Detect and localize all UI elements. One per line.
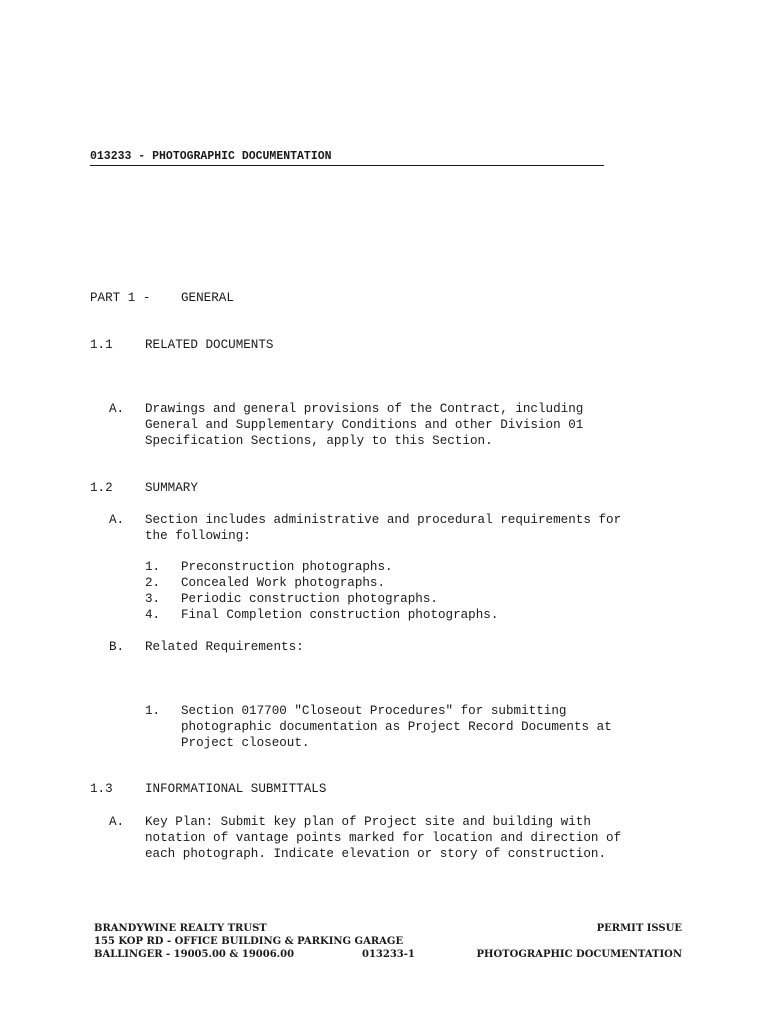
list-item: Concealed Work photographs. — [181, 576, 386, 590]
list-item-number: 1. — [145, 560, 161, 574]
article-number-1-2: 1.2 — [90, 481, 113, 495]
paragraph-line: Related Requirements: — [145, 640, 304, 654]
paragraph-line: Key Plan: Submit key plan of Project site and building with — [145, 815, 591, 829]
footer-issue: PERMIT ISSUE — [596, 923, 682, 934]
article-title-informational-submittals: INFORMATIONAL SUBMITTALS — [145, 782, 327, 796]
part-label: PART 1 - — [90, 291, 151, 305]
list-item-number: 2. — [145, 576, 161, 590]
article-title-related-documents: RELATED DOCUMENTS — [145, 338, 274, 352]
list-item: Final Completion construction photographs. — [181, 608, 499, 622]
paragraph-letter: B. — [109, 640, 125, 654]
paragraph-line: notation of vantage points marked for location and direction of — [145, 831, 622, 845]
article-number-1-3: 1.3 — [90, 782, 113, 796]
footer-section-name: PHOTOGRAPHIC DOCUMENTATION — [476, 949, 682, 960]
list-item-line: Project closeout. — [181, 736, 310, 750]
paragraph-line: Specification Sections, apply to this Section. — [145, 434, 493, 448]
list-item-number: 3. — [145, 592, 161, 606]
list-item-number: 1. — [145, 704, 161, 718]
section-header-title: 013233 - PHOTOGRAPHIC DOCUMENTATION — [90, 149, 604, 166]
list-item: Preconstruction photographs. — [181, 560, 393, 574]
list-item-line: photographic documentation as Project Record Documents at — [181, 720, 612, 734]
paragraph-line: the following: — [145, 529, 251, 543]
paragraph-letter: A. — [109, 402, 125, 416]
footer-client: BRANDYWINE REALTY TRUST — [94, 923, 267, 934]
list-item-line: Section 017700 "Closeout Procedures" for submitting — [181, 704, 567, 718]
paragraph-line: Section includes administrative and procedural requirements for — [145, 513, 622, 527]
part-title: GENERAL — [181, 291, 234, 305]
paragraph-letter: A. — [109, 513, 125, 527]
footer-page-number: 013233-1 — [362, 949, 415, 960]
footer-architect: BALLINGER - 19005.00 & 19006.00 — [94, 949, 295, 960]
list-item: Periodic construction photographs. — [181, 592, 438, 606]
list-item-number: 4. — [145, 608, 161, 622]
paragraph-line: General and Supplementary Conditions and other Division 01 — [145, 418, 584, 432]
paragraph-line: each photograph. Indicate elevation or story of construction. — [145, 847, 607, 861]
paragraph-line: Drawings and general provisions of the Contract, including — [145, 402, 584, 416]
article-number-1-1: 1.1 — [90, 338, 113, 352]
paragraph-letter: A. — [109, 815, 125, 829]
article-title-summary: SUMMARY — [145, 481, 198, 495]
footer-project: 155 KOP RD - OFFICE BUILDING & PARKING GARAGE — [94, 936, 404, 947]
